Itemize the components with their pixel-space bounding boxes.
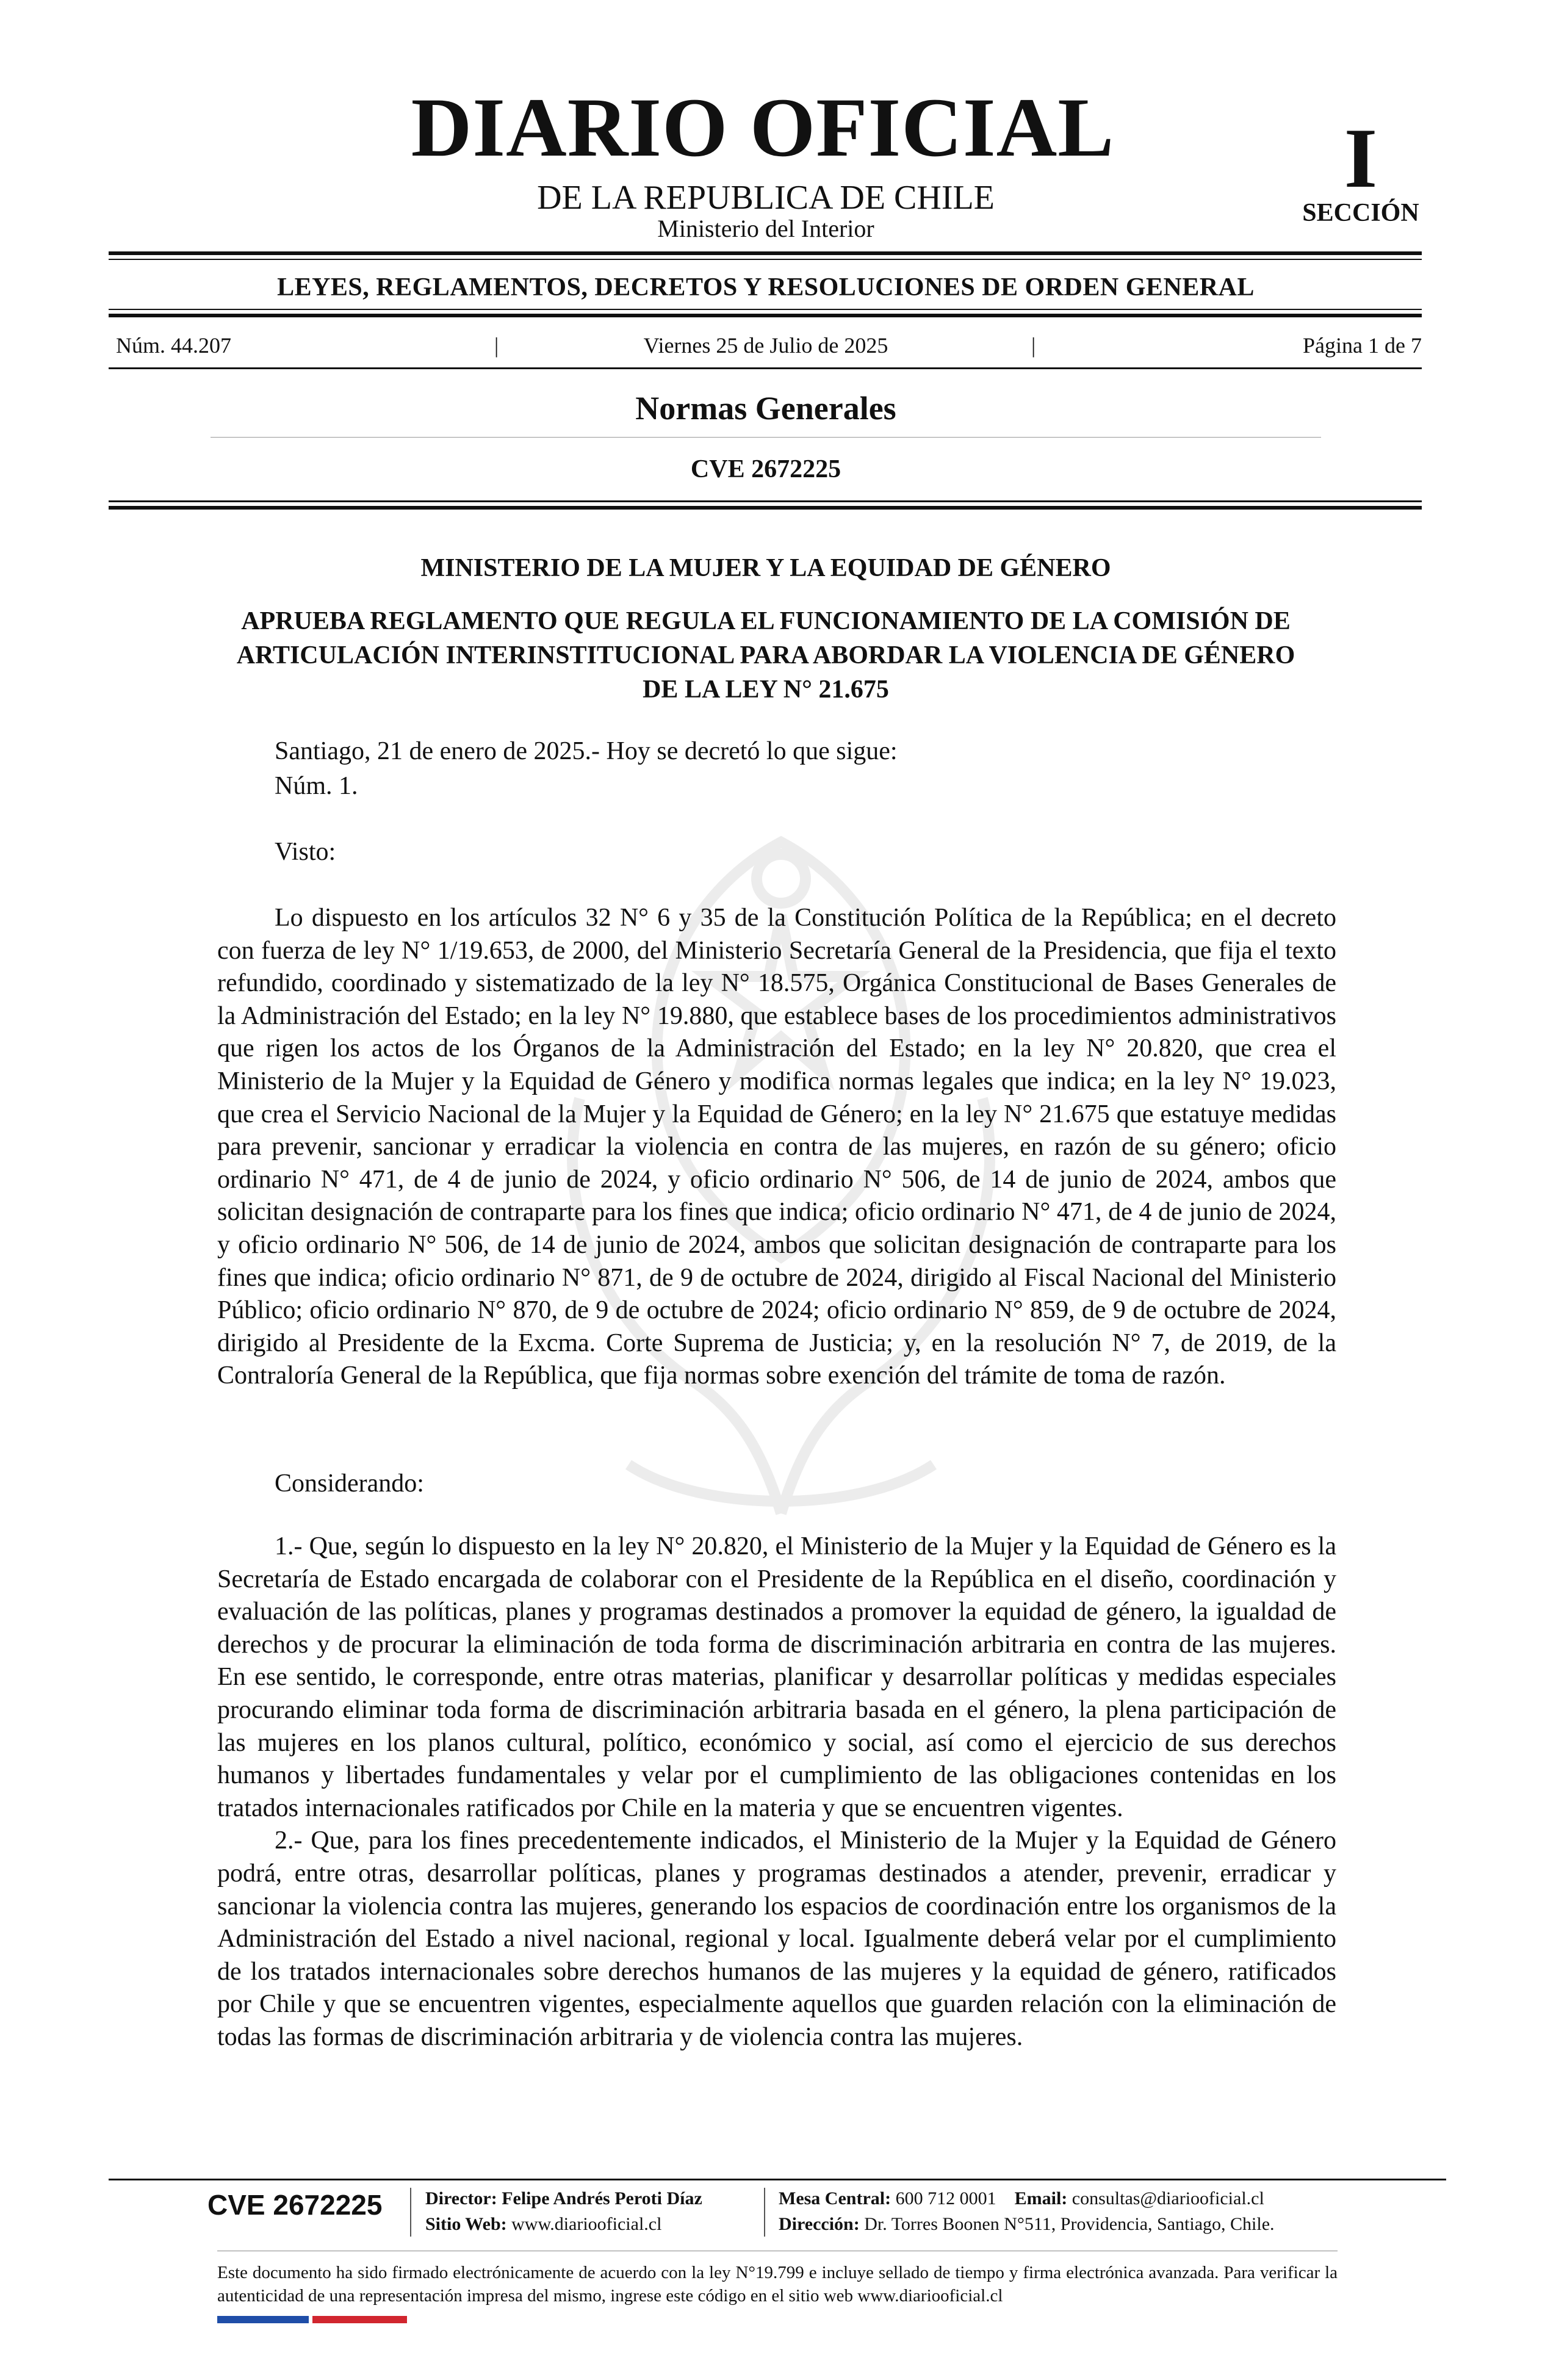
footer-contact-block (779, 2186, 1275, 2237)
visto-text: Lo dispuesto en los artículos 32 N° 6 y 35 de la Constitución Política de la República; en el decreto con fuerza de ley N° 1/19.653, de 2000, del Ministerio Secretaría General de la Presidencia, que fija el texto refundido, coordinado y sistematizado de la ley N° 18.575, Orgánica Constitucional de Bases Generales de la Administración del Estado; en la ley N° 19.880, que establece bases de los procedimientos administrativos que rigen los actos de los Órganos de la Administración del Estado; en la ley N° 20.820, que crea el Ministerio de la Mujer y la Equidad de Género y modifica normas legales que indica; en la ley N° 19.023, que crea el Servicio Nacional de la Mujer y la Equidad de Género; en la ley N° 21.675 que estatuye medidas para prevenir, sancionar y erradicar la violencia en contra de las mujeres, en razón de su género; oficio ordinario N° 471, de 4 de junio de 2024, y oficio ordinario N° 506, de 14 de junio de 2024, ambos que solicitan designación de contraparte para los fines que indica; oficio ordinario N° 471, de 4 de junio de 2024, y oficio ordinario N° 506, de 14 de junio de 2024, ambos que solicitan designación de contraparte para los fines que indica; oficio ordinario N° 871, de 9 de octubre de 2024, dirigido al Fiscal Nacional del Ministerio Público; oficio ordinario N° 870, de 9 de octubre de 2024; oficio ordinario N° 859, de 9 de octubre de 2024, dirigido al Presidente de la Excma. Corte Suprema de Justicia; y, en la resolución N° 7, de 2019, de la Contraloría General de la República, que fija normas sobre exención del trámite de toma de razón. (217, 904, 1336, 1390)
section-heading-rule (211, 437, 1321, 438)
email-label: Email: (1014, 2188, 1068, 2209)
issue-separator: | (494, 333, 499, 358)
category-rule-2 (109, 314, 1422, 317)
visto-heading: Visto: (275, 838, 336, 866)
section-heading: Normas Generales (635, 390, 896, 427)
masthead-title: DIARIO OFICIAL (411, 81, 1115, 174)
flag-stripe-red (312, 2316, 407, 2323)
section-label: SECCIÓN (1302, 199, 1419, 227)
footer-director-block (425, 2186, 702, 2237)
cve-rule-2 (109, 506, 1422, 510)
address-text: Dr. Torres Boonen N°511, Providencia, Santiago, Chile. (864, 2214, 1275, 2234)
email-link[interactable]: consultas@diariooficial.cl (1072, 2188, 1264, 2209)
document-ministry: MINISTERIO DE LA MUJER Y LA EQUIDAD DE GÉNERO (420, 554, 1111, 582)
masthead-rule-top-thin (109, 259, 1422, 260)
footer-divider (764, 2188, 765, 2237)
considerando-heading: Considerando: (275, 1469, 424, 1498)
address-label: Dirección: (779, 2214, 860, 2234)
category-heading: LEYES, REGLAMENTOS, DECRETOS Y RESOLUCIONES DE ORDEN GENERAL (277, 273, 1255, 301)
masthead-subtitle: DE LA REPUBLICA DE CHILE (537, 179, 995, 217)
issue-page: Página 1 de 7 (1303, 333, 1422, 358)
website-link[interactable]: www.diariooficial.cl (511, 2214, 662, 2234)
place-date: Santiago, 21 de enero de 2025.- Hoy se decretó lo que sigue: (275, 737, 898, 765)
footer-rule (109, 2179, 1446, 2180)
masthead-rule-top (109, 251, 1422, 255)
decree-number: Núm. 1. (275, 772, 358, 800)
cve-rule-1 (109, 500, 1422, 502)
cve-code: CVE 2672225 (690, 455, 841, 483)
footer-legal-note: Este documento ha sido firmado electrónicamente de acuerdo con la ley N°19.799 e incluye sellado de tiempo y firma electrónica avanzada. Para verificar la autenticidad de una representación impresa del mismo, ingrese este código en el sitio web www.diariooficial.cl (217, 2263, 1338, 2306)
visto-paragraph (217, 902, 1336, 1393)
website-label: Sitio Web: (425, 2214, 507, 2234)
flag-stripe-blue (217, 2316, 309, 2323)
director-label: Director: (425, 2188, 497, 2209)
phone-label: Mesa Central: (779, 2188, 891, 2209)
phone-number: 600 712 0001 (895, 2188, 996, 2209)
category-rule-1 (109, 309, 1422, 310)
considerando-2: 2.- Que, para los fines precedentemente indicados, el Ministerio de la Mujer y la Equidad de Género podrá, entre otras, desarrollar políticas, planes y programas destinados a atender, prevenir, erradicar y sancionar la violencia contra las mujeres, generando los espacios de coordinación entre los organismos de la Administración del Estado a nivel nacional, regional y local. Igualmente deberá velar por el cumplimiento de los tratados internacionales sobre derechos humanos de las mujeres y la equidad de género, ratificados por Chile y que se encuentren vigentes, especialmente aquellos que guarden relación con la eliminación de todas las formas de discriminación arbitraria y de violencia contra las mujeres. (217, 1826, 1336, 2051)
section-number: I (1344, 111, 1378, 206)
footer-divider (410, 2188, 411, 2237)
footer-cve: CVE 2672225 (207, 2189, 383, 2221)
issue-separator: | (1031, 333, 1036, 358)
considerando-paragraphs (217, 1531, 1336, 2054)
director-name: Felipe Andrés Peroti Díaz (502, 2188, 702, 2209)
issue-number: Núm. 44.207 (116, 333, 231, 358)
issue-date: Viernes 25 de Julio de 2025 (643, 333, 888, 358)
document-title: APRUEBA REGLAMENTO QUE REGULA EL FUNCIONAMIENTO DE LA COMISIÓN DE ARTICULACIÓN INTERINSTITUCIONAL PARA ABORDAR LA VIOLENCIA DE GÉNERO DE LA LEY N° 21.675 (236, 607, 1295, 704)
masthead-ministry: Ministerio del Interior (657, 215, 874, 242)
issue-rule (109, 367, 1422, 369)
considerando-1: 1.- Que, según lo dispuesto en la ley N° 20.820, el Ministerio de la Mujer y la Equidad de Género es la Secretaría de Estado encargada de colaborar con el Presidente de la República en el diseño, coordinación y evaluación de las políticas, planes y programas destinados a promover la equidad de género, la igualdad de derechos y de procurar la eliminación de toda forma de discriminación arbitraria en contra de las mujeres. En ese sentido, le corresponde, entre otras materias, planificar y desarrollar políticas y medidas especiales procurando eliminar toda forma de discriminación arbitraria basada en el género, la plena participación de las mujeres en los planos cultural, político, económico y social, así como el ejercicio de sus derechos humanos y libertades fundamentales y velar por el cumplimiento de las obligaciones contenidas en los tratados internacionales ratificados por Chile en la materia y que se encuentren vigentes. (217, 1532, 1336, 1822)
